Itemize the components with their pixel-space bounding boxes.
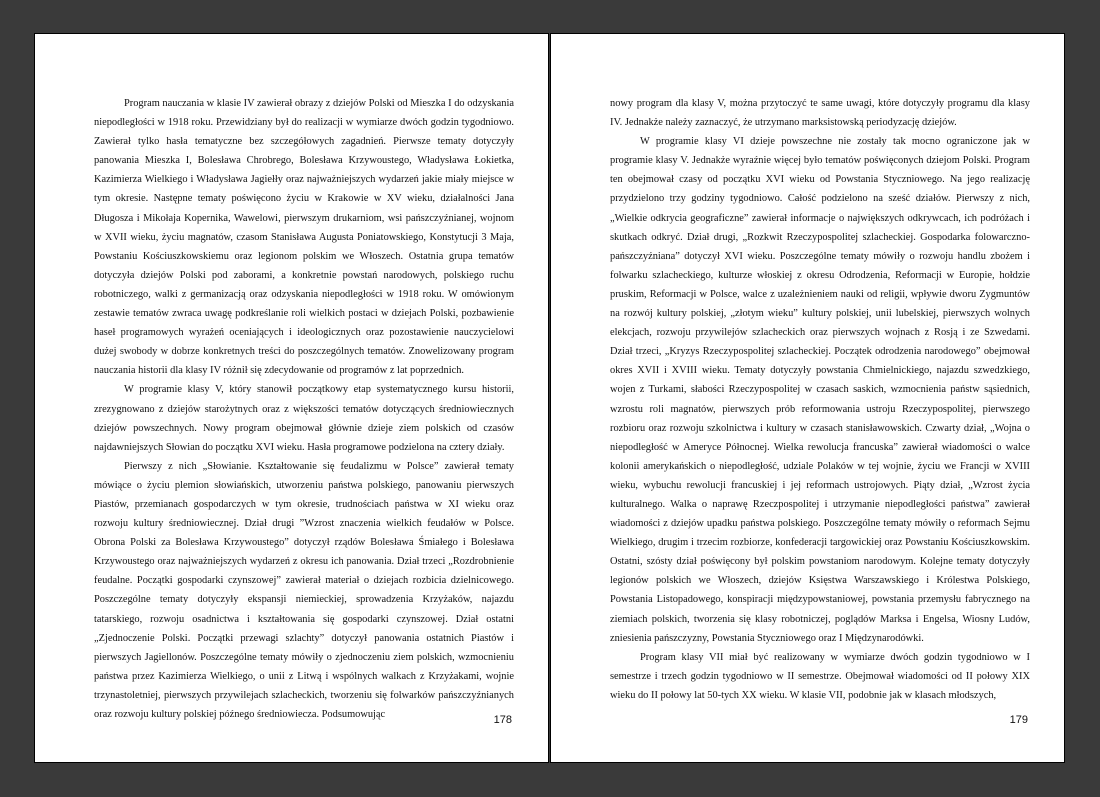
- right-page-text: [610, 94, 1030, 705]
- paragraph: Pierwszy z nich „Słowianie. Kształtowanie się feudalizmu w Polsce” zawierał tematy mówiące o życiu plemion słowiańskich, utworzeniu państwa polskiego, panowaniu pierwszych Piastów, przemianach gospodarczych w tym okresie, trudnościach państwa w XI wieku oraz rozwoju kultury średniowiecznej. Dział drugi ”Wzrost znaczenia wielkich feudałów w Polsce. Obrona Polski za Bolesława Krzywoustego” dotyczył rządów Bolesława Śmiałego i Bolesława Krzywoustego oraz najważniejszych wydarzeń z okresu ich panowania. Dział trzeci „Rozdrobnienie feudalne. Początki gospodarki czynszowej” zawierał materiał o dziejach rozbicia dzielnicowego. Poszczególne tematy dotyczyły ekspansji niemieckiej, sprowadzenia Krzyżaków, najazdu tatarskiego, rozwoju osadnictwa i kształtowania się gospodarki czynszowej. Dział ostatni „Zjednoczenie Polski. Początki przewagi szlachty” dotyczył panowania ostatnich Piastów i pierwszych Jagiellonów. Poszczególne tematy mówiły o zjednoczeniu ziem polskich, wzmocnieniu państwa przez Kazimierza Wielkiego, o unii z Litwą i wspólnych walkach z Krzyżakami, wojnie trzynastoletniej, pierwszych przywilejach szlacheckich, tworzeniu się folwarków pańszczyźnianych oraz rozwoju kultury polskiej późnego średniowiecza. Podsumowując: [94, 460, 514, 720]
- page-number: 178: [493, 714, 512, 726]
- left-page: [34, 33, 549, 763]
- paragraph-continuation: nowy program dla klasy V, można przytoczyć te same uwagi, które dotyczyły programu dla klasy IV. Jednakże należy zaznaczyć, że utrzymano marksistowską periodyzację dziejów.: [610, 98, 1030, 129]
- paragraph: W programie klasy VI dzieje powszechne nie zostały tak mocno ograniczone jak w programie klasy V. Jednakże wyraźnie więcej było tematów poświęconych dziejom Polski. Program ten obejmował czasy od początku XVI wieku od Powstania Styczniowego. Na jego realizację przydzielono trzy godziny tygodniowo. Całość podzielono na sześć działów. Pierwszy z nich, „Wielkie odkrycia geograficzne” zawierał informacje o największych odkrywcach, ich podróżach i skutkach odkryć. Dział drugi, „Rozkwit Rzeczypospolitej szlacheckiej. Gospodarka folowarczno-pańszczyźniana” dotyczył XVI wieku. Poszczególne tematy mówiły o rozwoju handlu zbożem i folwarku szlacheckiego, kulturze włoskiej z okresu Odrodzenia, Reformacji w Europie, hołdzie pruskim, Reformacji w Polsce, walce z uzależnieniem nauki od religii, wpływie dworu Zygmuntów na rozwój kultury polskiej, „złotym wieku” kultury polskiej, unii lubelskiej, pierwszych wolnych elekcjach, rozwoju przywilejów szlacheckich oraz pierwszych wojnach z Rosją i ze Szwedami. Dział trzeci, „Kryzys Rzeczypospolitej szlacheckiej. Początek odrodzenia narodowego” obejmował okres XVII i XVIII wieku. Tematy dotyczyły powstania Chmielnickiego, najazdu szwedzkiego, wojen z Turkami, słabości Rzeczypospolitej w czasach saskich, wzmocnienia państw sąsiednich, wzrostu roli magnatów, pierwszych prób reformowania ustroju Rzeczypospolitej, pierwszego rozbioru oraz rozwoju szkolnictwa i kultury w czasach stanisławowskich. Czwarty dział, „Wojna o niepodległość w Ameryce Północnej. Wielka rewolucja francuska” zawierał wiadomości o walce kolonii amerykańskich o niepodległość, udziale Polaków w tej wojnie, życiu we Francji w XVIII wieku, wybuchu rewolucji francuskiej i jej reformach ustrojowych. Piąty dział, „Wzrost życia kulturalnego. Walka o naprawę Rzeczpospolitej i utrzymanie niepodległości państwa” zawierał wiadomości z dziejów upadku państwa polskiego. Poszczególne tematy mówiły o reformach Sejmu Wielkiego, drugim i trzecim rozbiorze, konfederacji targowickiej oraz Powstaniu Kościuszkowskim. Ostatni, szósty dział poświęcony był polskim powstaniom narodowym. Kolejne tematy dotyczyły legionów polskich we Włoszech, dziejów Księstwa Warszawskiego i Królestwa Polskiego, Powstania Listopadowego, konspiracji międzypowstaniowej, powstania przemysłu fabrycznego na ziemiach polskich, tworzenia się klasy robotniczej, poglądów Marksa i Engelsa, Wiosny Ludów, zniesienia pańszczyzny, Powstania Styczniowego oraz I Międzynarodówki.: [610, 136, 1030, 644]
- page-number: 179: [1009, 714, 1028, 726]
- left-page-text: [94, 94, 514, 724]
- paragraph: Program klasy VII miał być realizowany w wymiarze dwóch godzin tygodniowo w I semestrze i trzech godzin tygodniowo w II semestrze. Obejmował wiadomości od II połowy XIX wieku do II połowy lat 50-tych XX wieku. W klasie VII, podobnie jak w klasach młodszych,: [610, 651, 1030, 701]
- paragraph: W programie klasy V, który stanowił początkowy etap systematycznego kursu historii, zrezygnowano z dziejów starożytnych oraz z większości tematów dotyczących średniowiecznych dziejów powszechnych. Nowy program obejmował głównie dzieje ziem polskich od czasów najdawniejszych Słowian do początku XVI wieku. Hasła programowe podzielona na cztery działy.: [94, 384, 514, 453]
- right-page: [550, 33, 1065, 763]
- paragraph: Program nauczania w klasie IV zawierał obrazy z dziejów Polski od Mieszka I do odzyskania niepodległości w 1918 roku. Przewidziany był do realizacji w wymiarze dwóch godzin tygodniowo. Zawierał tylko hasła tematyczne bez szczegółowych zagadnień. Pierwsze tematy dotyczyły panowania Mieszka I, Bolesława Chrobrego, Bolesława Krzywoustego, Władysława Łokietka, Kazimierza Wielkiego i Władysława Jagiełły oraz najważniejszych wydarzeń jakie miały miejsce w tym okresie. Następne tematy poświęcono życiu w Krakowie w XV wieku, działalności Jana Długosza i Mikołaja Kopernika, Wawelowi, pierwszym drukarniom, wsi pańszczyźnianej, wojnom w XVII wieku, życiu magnatów, czasom Stanisława Augusta Poniatowskiego, Konstytucji 3 Maja, Powstaniu Kościuszkowskiemu oraz legionom polskim we Włoszech. Ostatnia grupa tematów dotyczyła dziejów Polski pod zaborami, a konkretnie powstań narodowych, polskiego ruchu robotniczego, walki z germanizacją oraz odzyskania niepodległości w 1918 roku. W omówionym zestawie tematów zwraca uwagę podkreślanie roli wielkich postaci w dziejach Polski, pozbawienie haseł programowych wyrażeń oceniających i ideologicznych oraz pozostawienie nauczycielowi dużej swobody w dobrze konkretnych treści do poszczególnych tematów. Znowelizowany program nauczania historii dla klasy IV różnił się zdecydowanie od programów z lat poprzednich.: [94, 98, 514, 377]
